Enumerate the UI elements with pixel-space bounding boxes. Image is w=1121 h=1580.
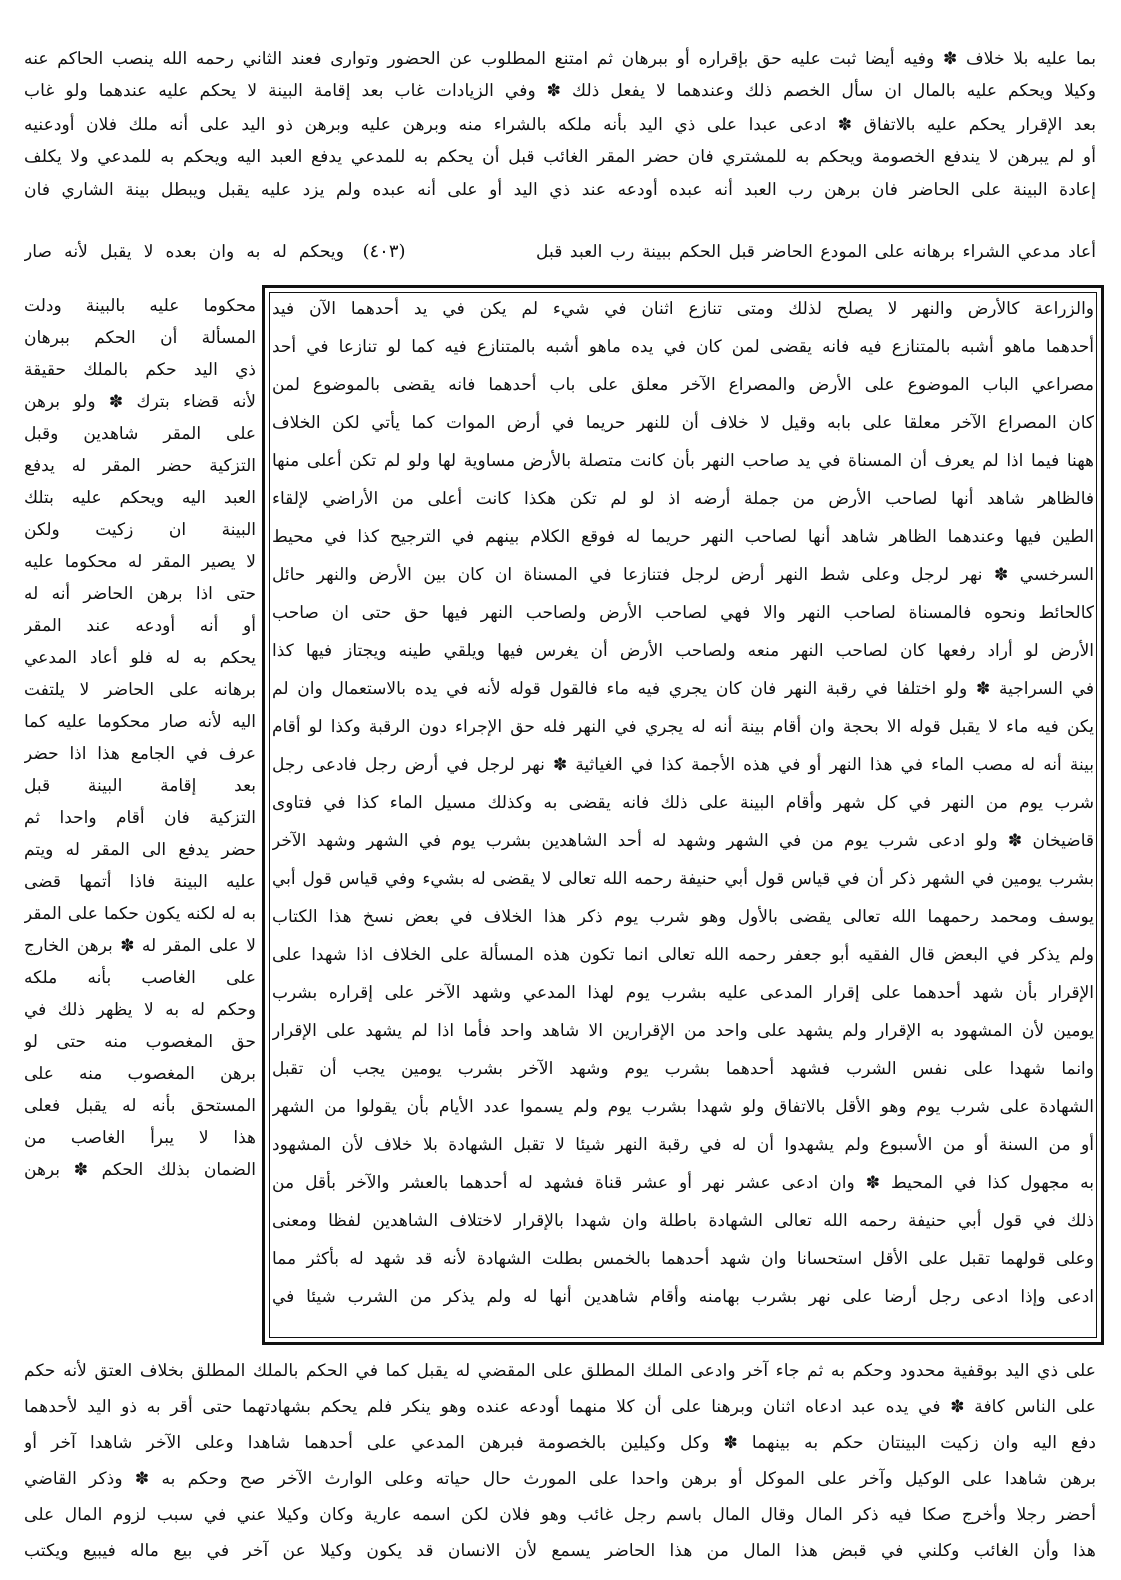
side-text-line: ذي اليد حكم بالملك حقيقة [24, 360, 256, 380]
text-line: أو لم يبرهن لا يندفع الخصومة ويحكم به للمشتري فان حضر المقر الغائب قبل أن يحكم به للمدعي يدفع العبد اليه ويحكم به للمدعي ولا يكلف [24, 147, 1096, 167]
side-text-line: التزكية حضر المقر له يدفع [24, 456, 256, 476]
side-text-line: لا على المقر له ✽ برهن الخارج [24, 936, 256, 956]
side-text-line: محكوما عليه بالبينة ودلت [24, 296, 256, 316]
side-text-line: المسألة أن الحكم ببرهان [24, 328, 256, 348]
framed-text-line: أحدهما ماهو أشبه بالمتنازع فيه فانه يقضى لمن كان في يده ماهو أشبه بالمتنازع فيه كما لو تنازعا في أحد [272, 337, 1094, 357]
text-line: أعاد مدعي الشراء برهانه على المودع الحاضر قبل الحكم ببينة رب العبد قبل [536, 242, 1096, 262]
side-text-line: هذا لا يبرأ الغاصب من [24, 1128, 256, 1148]
framed-text-line: يومين لأن المشهود به الإقرار ولم يشهد على واحد من الإقرارين الا شاهد واحد فأما اذا لم يشهد على الإقرار [272, 1021, 1094, 1041]
framed-text-line: الشهادة على شرب يوم وهو الأقل بالاتفاق ولو شهدا بشرب يوم ولم يسموا عدد الأيام بأن يقولوا من الشهر [272, 1097, 1094, 1117]
framed-text-line: مصراعي الباب الموضوع على الأرض والمصراع الآخر معلق على باب أحدهما فانه يقضى بالموضوع لمن [272, 375, 1094, 395]
text-line: أحضر رجلا وأخرج صكا فيه ذكر المال وقال المال باسم رجل غائب وهو فلان لكن اسمه عارية وكان وكيلا عني في سبب لزوم المال على [24, 1505, 1096, 1525]
framed-text-line: الإقرار بأن شهد أحدهما على إقرار المدعى عليه بشرب يوم لهذا المدعي وشهد الآخر على إقراره بشرب [272, 983, 1094, 1003]
side-text-line: الضمان بذلك الحكم ✽ برهن [24, 1160, 256, 1180]
side-text-line: عرف في الجامع هذا اذا حضر [24, 744, 256, 764]
side-text-line: به له لكنه يكون حكما على المقر [24, 904, 256, 924]
framed-text-line: ههنا فيما اذا لم يعرف أن المسناة في يد صاحب النهر بأن كانت متصلة بالأرض مساوية لها ولو لم تكن أعلى منها [272, 451, 1094, 471]
side-text-line: حق المغصوب منه حتى لو [24, 1032, 256, 1052]
side-text-line: بعد إقامة البينة قبل [24, 776, 256, 796]
side-text-line: العبد اليه ويحكم عليه بتلك [24, 488, 256, 508]
text-line: بعد الإقرار يحكم عليه بالاتفاق ✽ ادعى عبدا على ذي اليد بأنه ملكه بالشراء منه وبرهن عليه وبرهن ذو اليد على أنه ملك فلان أودعنيه [24, 115, 1096, 135]
side-text-line: يحكم به له فلو أعاد المدعي [24, 648, 256, 668]
framed-text-line: وعلى قولهما تقبل على الأقل استحسانا وان شهد أحدهما بالخمس بطلت الشهادة لأنه قد شهد له بأكثر مما [272, 1249, 1094, 1269]
framed-text-line: يكن فيه ماء لا يقبل قوله الا بحجة وان أقام بينة أنه له يجري في النهر فله حق الإجراء دون الرقبة وكذا لو أقام [272, 717, 1094, 737]
framed-text-line: قاضيخان ✽ ولو ادعى شرب يوم من في الشهر وشهد له أحد الشاهدين بشرب يوم في الشهر وشهد الآخر [272, 831, 1094, 851]
framed-text-line: والزراعة كالأرض والنهر لا يصلح لذلك ومتى تنازع اثنان في شيء لم يكن في يد أحدهما الآن فيد [272, 299, 1094, 319]
side-text-line: برهانه على الحاضر لا يلتفت [24, 680, 256, 700]
framed-text-line: ادعى وإذا ادعى رجل أرضا على نهر بشرب بهامنه وأقام شاهدين أنها له ولم يذكر من الشرب شيئا في [272, 1287, 1094, 1307]
text-line: بما عليه بلا خلاف ✽ وفيه أيضا ثبت عليه حق بإقراره أو ببرهان ثم امتنع المطلوب عن الحضور وتوارى فعند الثاني رحمه الله ينصب الحاكم عنه [24, 49, 1096, 69]
framed-text-line: بينة أنه له مصب الماء في هذا النهر أو في هذه الأجمة كذا في الغياثية ✽ نهر لرجل في أرض رجل فادعى رجل [272, 755, 1094, 775]
side-text-line: البينة ان زكيت ولكن [24, 520, 256, 540]
framed-text-line: كان المصراع الآخر معلقا على بابه وقيل لا خلاف أن للنهر حريما في أرض الموات كما يأتي لكن الخلاف [272, 413, 1094, 433]
framed-text-line: بشرب يومين في الشهر ذكر أن في قياس قول أبي حنيفة رحمه الله تعالى لا يقضى له بشيء وفي قياس قول أبي [272, 869, 1094, 889]
text-line: دفع اليه وان زكيت البينتان حكم به بينهما ✽ وكل وكيلين بالخصومة فبرهن المدعي على أحدهما شاهدا وعلى الآخر شاهدا آخر أو [24, 1433, 1096, 1453]
framed-text-line: أو من السنة أو من الأسبوع ولم يشهدوا أن له في رقبة النهر شيئا لا تقبل الشهادة بلا خلاف لأن المشهود [272, 1135, 1094, 1155]
framed-text-line: الأرض لو أراد رفعها كان لصاحب النهر منعه ولصاحب الأرض أن يغرس فيها ويلقي طينه ويجتاز فيها كذا [272, 641, 1094, 661]
side-text-line: لأنه قضاء بترك ✽ ولو برهن [24, 392, 256, 412]
side-text-line: حتى اذا برهن الحاضر أنه له [24, 584, 256, 604]
text-line: ويحكم له به وان بعده لا يقبل لأنه صار [24, 242, 344, 262]
side-text-line: على المقر شاهدين وقبل [24, 424, 256, 444]
side-text-line: وحكم له به لا يظهر ذلك في [24, 1000, 256, 1020]
framed-text-line: يوسف ومحمد رحمهما الله تعالى يقضى بالأول وهو شرب يوم ذكر هذا الخلاف في بعض نسخ هذا الكتاب [272, 907, 1094, 927]
framed-text-line: الطين فيها وعندهما الظاهر شاهد أنها لصاحب النهر حريما له فوقع الكلام بينهم في الترجيح كذا في محيط [272, 527, 1094, 547]
text-line: وكيلا ويحكم عليه بالمال ان سأل الخصم ذلك وعندهما لا يفعل ذلك ✽ وفي الزيادات غاب بعد إقامة البينة لا يحكم عليه عندهما ولو غاب [24, 81, 1096, 101]
framed-text-line: كالحائط ونحوه فالمسناة لصاحب النهر والا فهي لصاحب الأرض ولصاحب النهر فيها حق حتى ان صاحب [272, 603, 1094, 623]
framed-text-line: به مجهول كذا في المحيط ✽ وان ادعى عشر نهر أو عشر قناة فشهد له أحدهما بالعشر والآخر بأقل من [272, 1173, 1094, 1193]
side-text-line: على الغاصب بأنه ملكه [24, 968, 256, 988]
text-line: على الناس كافة ✽ في يده عبد ادعاه اثنان وبرهنا على أن كلا منهما أودعه عنده وهو ينكر فلم يحكم بشهادتهما حتى أقر به ذو اليد لأحدهما [24, 1397, 1096, 1417]
side-text-line: عليه البينة فاذا أتمها قضى [24, 872, 256, 892]
side-text-line: لا يصير المقر له محكوما عليه [24, 552, 256, 572]
side-text-line: التزكية فان أقام واحدا ثم [24, 808, 256, 828]
side-text-line: المستحق بأنه له يقبل فعلى [24, 1096, 256, 1116]
framed-text-line: شرب يوم من النهر في كل شهر وأقام البينة على ذلك فانه يقضى به وكذلك مسيل الماء كذا في فتاوى [272, 793, 1094, 813]
side-text-line: اليه لأنه صار محكوما عليه كما [24, 712, 256, 732]
header-line-with-page-number [24, 239, 1096, 265]
side-text-line: أو أنه أودعه عند المقر [24, 616, 256, 636]
text-line: على ذي اليد بوقفية محدود وحكم به ثم جاء آخر وادعى الملك المطلق على المقضي له يقبل كما في الحكم بالملك المطلق بخلاف العتق لأنه حكم [24, 1361, 1096, 1381]
framed-text-line: ولم يذكر في البعض قال الفقيه أبو جعفر رحمه الله تعالى انما تكون هذه المسألة على الخلاف اذا شهدا على [272, 945, 1094, 965]
framed-text-line: فالظاهر شاهد أنها لصاحب الأرض من جملة أرضه اذ لو لم تكن هكذا كانت أعلى من الأراضي لإلقاء [272, 489, 1094, 509]
text-line: إعادة البينة على الحاضر فان برهن رب العبد أنه عبده أودعه عند ذي اليد أو على أنه عبده ولم يزد عليه يقبل ويبطل بينة الشاري فان [24, 180, 1096, 200]
framed-text-line: في السراجية ✽ ولو اختلفا في رقبة النهر فان كان يجري فيه ماء فالقول قوله لأنه في يده بالاستعمال وان لم [272, 679, 1094, 699]
side-text-line: حضر يدفع الى المقر له ويتم [24, 840, 256, 860]
text-line: هذا وأن الغائب وكلني في قبض هذا المال من هذا الحاضر يسمع لأن الانسان قد يكون وكيلا عن آخر في بيع ماله فيبيع ويكتب [24, 1541, 1096, 1561]
framed-text-line: ذلك في قول أبي حنيفة رحمه الله تعالى الشهادة باطلة وان شهدا بالإقرار لاختلاف الشاهدين لفظا ومعنى [272, 1211, 1094, 1231]
text-line: برهن شاهدا على الوكيل وآخر على الموكل أو برهن واحدا على المورث حال حياته وعلى الوارث الآخر صح وحكم به ✽ وذكر القاضي [24, 1469, 1096, 1489]
framed-text-line: السرخسي ✽ نهر لرجل وعلى شط النهر أرض لرجل فتنازعا في المسناة ان كان بين الأرض والنهر حائل [272, 565, 1094, 585]
page-number: (٤٠٣) [362, 241, 406, 262]
framed-text-line: وانما شهدا على نفس الشرب فشهد أحدهما بشرب يوم وشهد الآخر بشرب يومين يجب أن تقبل [272, 1059, 1094, 1079]
side-text-line: برهن المغصوب منه على [24, 1064, 256, 1084]
